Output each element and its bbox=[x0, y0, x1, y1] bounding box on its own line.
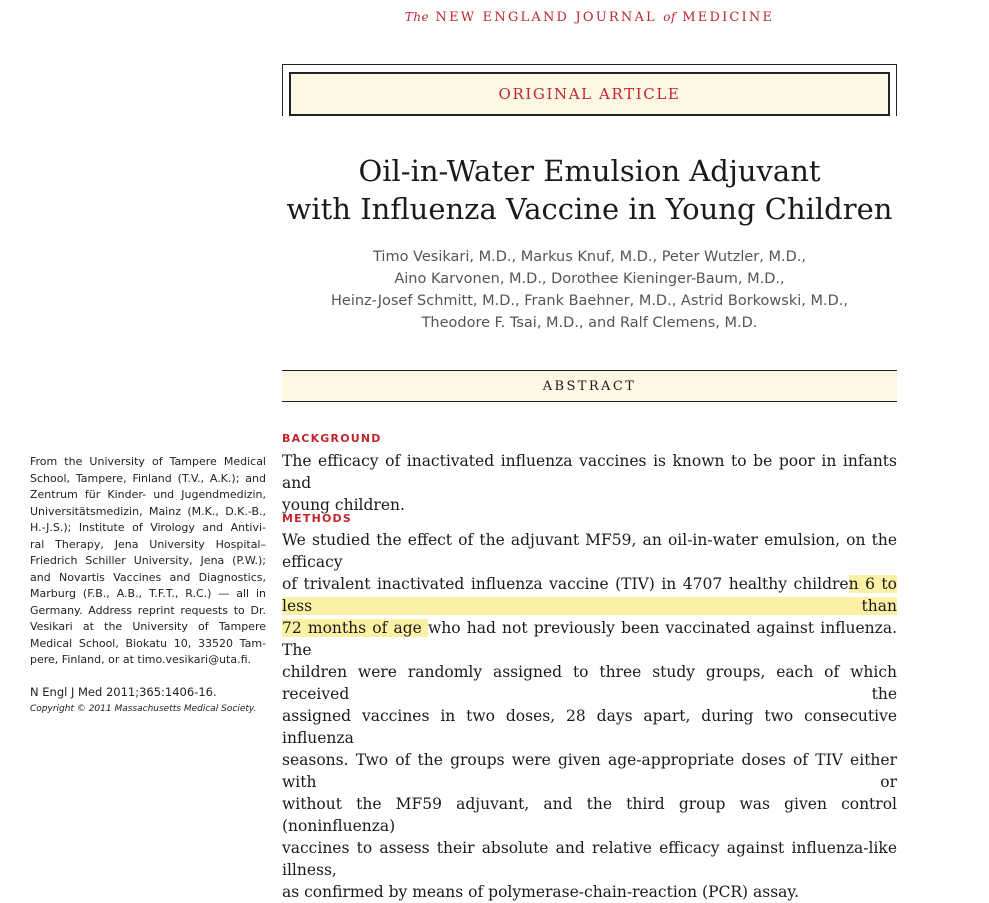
affiliation-line: H.-J.S.); Institute of Virology and Antivi- bbox=[30, 521, 266, 534]
affiliation-line: Germany. Address reprint requests to Dr. bbox=[30, 603, 266, 617]
background-line-1: The efficacy of inactivated influenza vaccines is known to be poor in infants and bbox=[282, 452, 897, 492]
affiliation-line: Marburg (F.B., A.B., T.F.T., R.C.) — all in bbox=[30, 587, 266, 600]
methods-line-8: vaccines to assess their absolute and relative efficacy against influenza-like illness, bbox=[282, 839, 897, 879]
background-heading: BACKGROUND bbox=[282, 432, 382, 445]
author-line-4: Theodore F. Tsai, M.D., and Ralf Clemens, M.D. bbox=[421, 315, 758, 331]
methods-heading: METHODS bbox=[282, 512, 352, 525]
affiliation-line: From the University of Tampere Medical bbox=[30, 455, 266, 468]
affiliation-line: School, Tampere, Finland (T.V., A.K.); and bbox=[30, 471, 266, 485]
copyright-notice: Copyright © 2011 Massachusetts Medical Society. bbox=[30, 704, 257, 714]
methods-highlight-2[interactable]: 72 months of age bbox=[282, 619, 428, 637]
methods-line-3-text: who had not previously been vaccinated against influenza. The bbox=[282, 619, 897, 659]
title-line-1: Oil-in-Water Emulsion Adjuvant bbox=[358, 154, 821, 188]
methods-line-3 bbox=[282, 617, 897, 661]
methods-line-6: seasons. Two of the groups were given age-appropriate doses of TIV either with or bbox=[282, 751, 897, 791]
methods-highlight-1[interactable]: n 6 to less than bbox=[282, 575, 897, 615]
affiliation-line: ral Therapy, Jena University Hospital– bbox=[30, 537, 266, 551]
methods-line-1: We studied the effect of the adjuvant MF59, an oil-in-water emulsion, on the efficacy bbox=[282, 531, 897, 571]
methods-line-5: assigned vaccines in two doses, 28 days apart, during two consecutive influenza bbox=[282, 707, 897, 747]
background-line-2: young children. bbox=[282, 496, 405, 514]
methods-line-9: as confirmed by means of polymerase-chain-reaction (PCR) assay. bbox=[282, 883, 800, 901]
author-line-2: Aino Karvonen, M.D., Dorothee Kieninger-Baum, M.D., bbox=[394, 271, 785, 287]
journal-masthead bbox=[282, 10, 897, 25]
masthead-part2: MEDICINE bbox=[682, 10, 775, 25]
methods-text bbox=[282, 529, 897, 903]
methods-line-4: children were randomly assigned to three study groups, each of which received the bbox=[282, 663, 897, 703]
title-line-2: with Influenza Vaccine in Young Children bbox=[286, 192, 893, 226]
author-line-3: Heinz-Josef Schmitt, M.D., Frank Baehner, M.D., Astrid Borkowski, M.D., bbox=[331, 293, 848, 309]
background-text bbox=[282, 450, 897, 516]
author-list bbox=[282, 246, 897, 334]
article-type-label: ORIGINAL ARTICLE bbox=[289, 72, 890, 116]
affiliation-line: Vesikari at the University of Tampere bbox=[30, 620, 266, 633]
masthead-mid: of bbox=[663, 10, 676, 24]
masthead-prefix: The bbox=[404, 10, 430, 24]
affiliation-line: Friedrich Schiller University, Jena (P.W.); bbox=[30, 554, 266, 567]
affiliation-line: Zentrum für Kinder- und Jugendmedizin, bbox=[30, 488, 266, 501]
author-line-1: Timo Vesikari, M.D., Markus Knuf, M.D., Peter Wutzler, M.D., bbox=[373, 249, 806, 265]
affiliations-note bbox=[30, 454, 266, 669]
affiliation-line: pere, Finland, or at timo.vesikari@uta.fi. bbox=[30, 653, 252, 666]
methods-line-7: without the MF59 adjuvant, and the third group was given control (noninfluenza) bbox=[282, 795, 897, 835]
affiliation-line: Universitätsmedizin, Mainz (M.K., D.K.-B., bbox=[30, 504, 266, 518]
journal-citation: N Engl J Med 2011;365:1406-16. bbox=[30, 685, 217, 699]
methods-line-2 bbox=[282, 573, 897, 617]
abstract-heading: ABSTRACT bbox=[282, 370, 897, 402]
masthead-part1: NEW ENGLAND JOURNAL bbox=[435, 10, 657, 25]
affiliation-line: and Novartis Vaccines and Diagnostics, bbox=[30, 570, 266, 584]
article-type-frame bbox=[282, 64, 897, 116]
methods-line-2-text: of trivalent inactivated influenza vaccine (TIV) in 4707 healthy childre bbox=[282, 575, 849, 593]
article-title bbox=[282, 152, 897, 228]
affiliation-line: Medical School, Biokatu 10, 33520 Tam- bbox=[30, 636, 266, 650]
